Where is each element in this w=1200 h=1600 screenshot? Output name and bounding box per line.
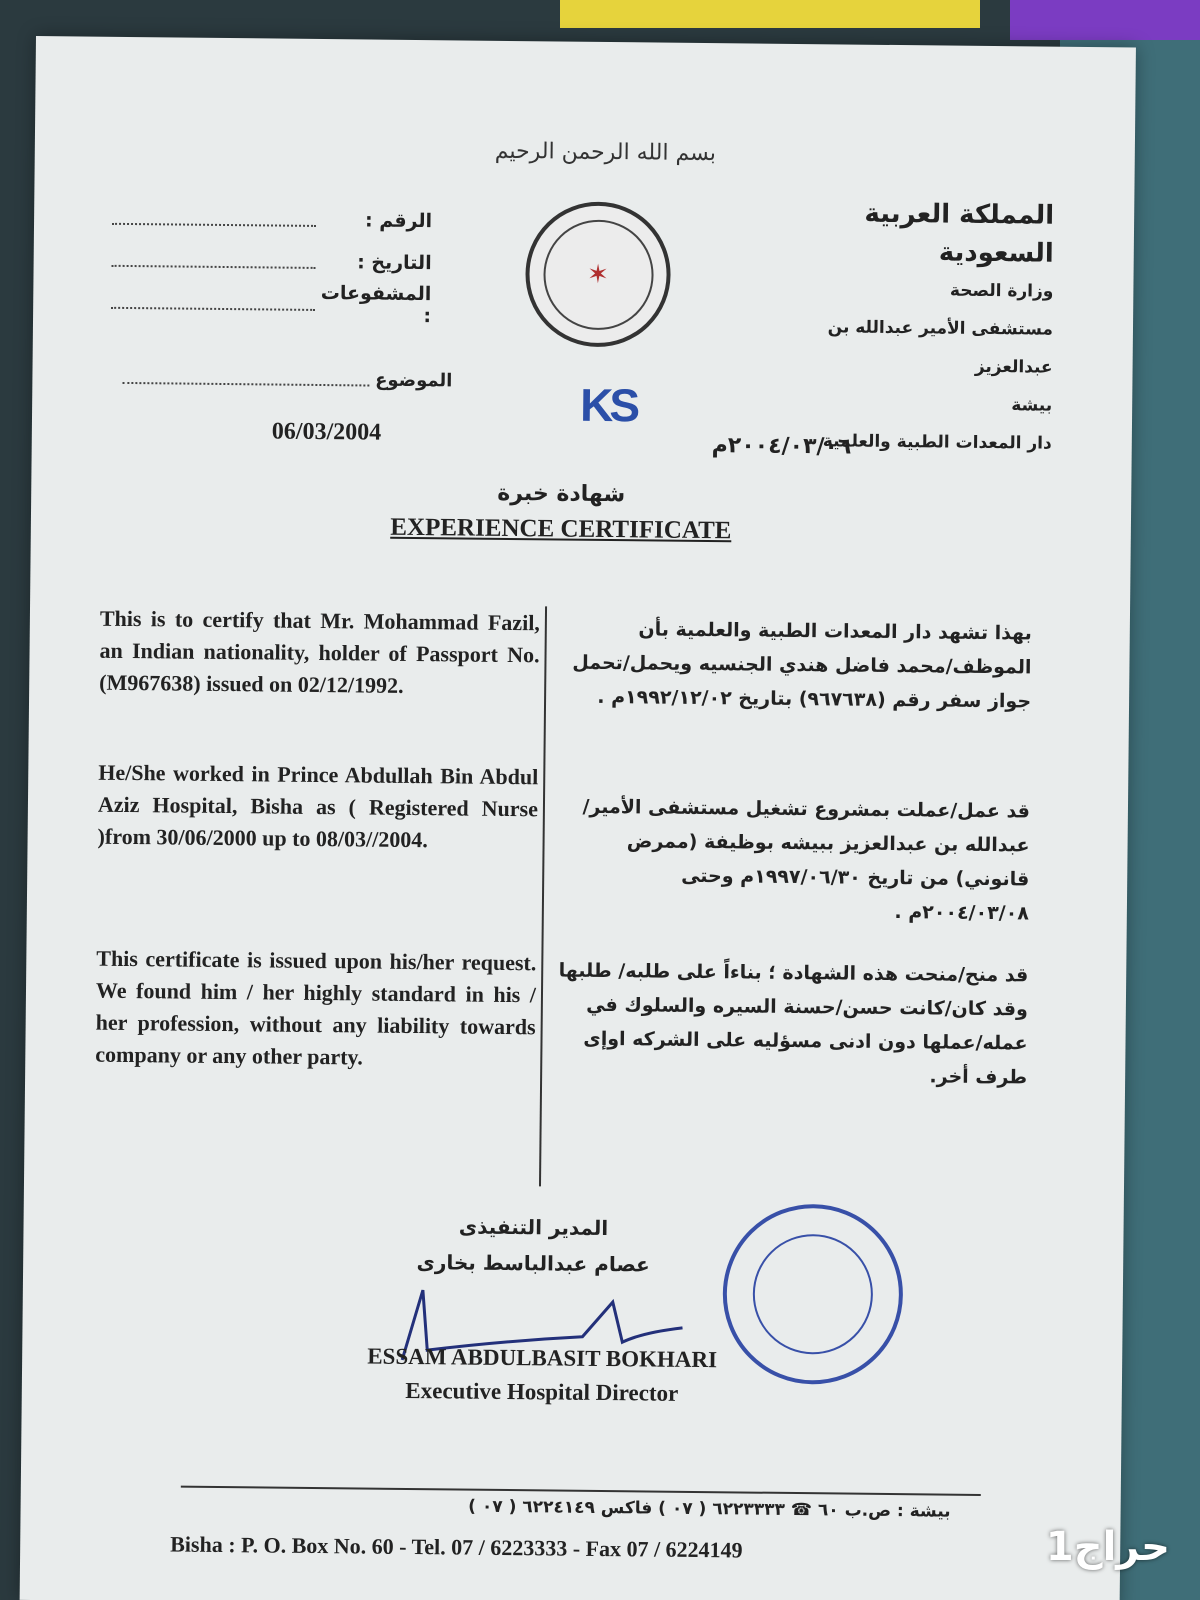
ministry-line: وزارة الصحة xyxy=(949,280,1054,302)
ks-logo: KS xyxy=(579,378,637,432)
subject-field xyxy=(122,367,452,391)
reference-fields xyxy=(111,197,432,326)
signatory-name-en: ESSAM ABDULBASIT BOKHARI xyxy=(367,1343,718,1373)
palm-swords-icon: ✶ xyxy=(542,219,653,330)
signatory-arabic xyxy=(403,1208,664,1283)
ministry-header xyxy=(762,194,1055,463)
footer-arabic: بيشة : ص.ب ٦٠ ☎ ٦٢٢٣٣٣٣ ( ٠٧ ) فاكس ٦٢٢٤١٤٩ ( ٠٧ ) xyxy=(468,1496,951,1522)
column-divider xyxy=(539,606,547,1186)
dotted-line xyxy=(122,371,369,386)
date-arabic: ٢٠٠٤/٠٣/٠٦م xyxy=(711,433,852,460)
ministry-line: دار المعدات الطبية والعلمية xyxy=(822,431,1052,454)
signatory-english xyxy=(262,1338,823,1412)
ref-attachments-row xyxy=(111,281,431,326)
ministry-line: بيشة xyxy=(1011,395,1053,416)
ministry-line: المملكة العربية السعودية xyxy=(864,198,1055,269)
certificate-document xyxy=(20,36,1136,1600)
hospital-seal-emblem xyxy=(525,201,672,348)
ref-date-row xyxy=(111,239,431,284)
subject-label: الموضوع xyxy=(375,369,453,392)
title-english xyxy=(31,510,1091,549)
signatory-title-ar: المدير التنفيذى xyxy=(458,1214,609,1241)
body-en-paragraph-2: He/She worked in Prince Abdullah Bin Abdul Aziz Hospital, Bisha as ( Registered Nurse )from 30/06/2000 up to 08/03//2004. xyxy=(97,759,539,853)
dotted-line xyxy=(111,295,315,311)
signatory-name-ar: عصام عبدالباسط بخارى xyxy=(416,1250,650,1277)
body-ar-paragraph-2: قد عمل/عملت بمشروع تشغيل مستشفى الأمير/عبدالله بن عبدالعزيز ببيشه بوظيفة (ممرض قانوني) من تاريخ ١٩٩٧/٠٦/٣٠م وحتى ٢٠٠٤/٠٣/٠٨م . xyxy=(582,795,1031,925)
ref-attachments-label: المشفوعات : xyxy=(320,281,432,328)
basmala: بسم الله الرحمن الرحيم xyxy=(494,138,717,167)
background-purple-object xyxy=(1010,0,1200,40)
dotted-line xyxy=(112,211,316,227)
site-watermark: حراج1 xyxy=(1045,1524,1170,1570)
body-en-paragraph-3: This certificate is issued upon his/her request. We found him / her highly standard in his / her profession, without any liability towards company or any other party. xyxy=(95,945,537,1070)
body-en-paragraph-1: This is to certify that Mr. Mohammad Fazil, an Indian nationality, holder of Passport No. (M967638) issued on 02/12/1992. xyxy=(99,605,541,698)
footer-english: Bisha : P. O. Box No. 60 - Tel. 07 / 6223333 - Fax 07 / 6224149 xyxy=(170,1531,743,1563)
date-english: 06/03/2004 xyxy=(271,418,382,446)
ref-date-label: التاريخ : xyxy=(357,251,432,275)
title-english-text: EXPERIENCE CERTIFICATE xyxy=(390,513,732,545)
stamp-inner-ring xyxy=(752,1234,873,1355)
background-yellow-object xyxy=(560,0,980,28)
ref-number-label: الرقم : xyxy=(364,209,433,233)
body-ar-paragraph-1: بهذا تشهد دار المعدات الطبية والعلمية بأن الموظف/محمد فاضل هندي الجنسيه ويحمل/تحمل جواز سفر رقم (٩٦٧٦٣٨) بتاريخ ١٩٩٢/١٢/٠٢م . xyxy=(572,618,1032,713)
body-ar-paragraph-3: قد منح/منحت هذه الشهادة ؛ بناءاً على طلبه/ طلبها وقد كان/كانت حسن/حسنة السيره والسلوك في عمله/عملها دون ادنى مسؤليه على الشركه اوإى طرف أخر. xyxy=(558,959,1029,1089)
signatory-title-en: Executive Hospital Director xyxy=(405,1377,679,1406)
title-arabic: شهادة خبرة xyxy=(497,480,626,508)
ref-number-row xyxy=(112,197,432,242)
ministry-line: مستشفى الأمير عبدالله بن عبدالعزيز xyxy=(827,317,1054,378)
dotted-line xyxy=(112,253,316,269)
